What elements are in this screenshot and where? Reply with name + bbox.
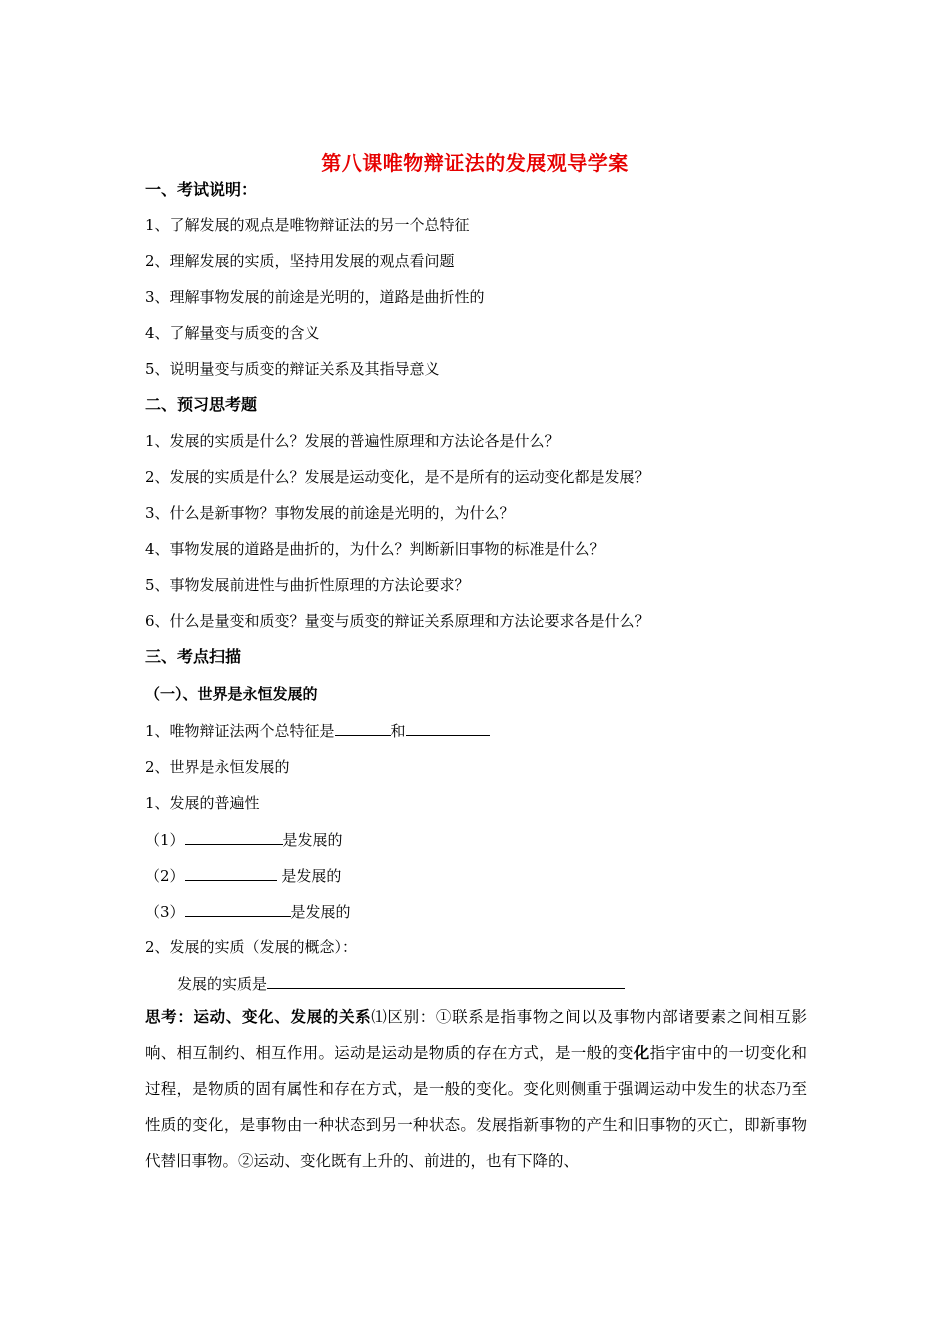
- preview-question-6: 6、什么是量变和质变？量变与质变的辩证关系原理和方法论要求各是什么？: [145, 612, 650, 630]
- fill-line-two-features: [145, 720, 490, 741]
- thinking-paragraph: [145, 999, 807, 1179]
- thinking-bold-char: 化: [633, 1044, 650, 1062]
- thinking-label: 思考：运动、变化、发展的关系: [145, 1008, 372, 1026]
- section-heading-exam-notes: 一、考试说明：: [145, 180, 258, 199]
- exam-note-2: 2、理解发展的实质，坚持用发展的观点看问题: [145, 252, 455, 270]
- item-number: （2）: [145, 867, 185, 885]
- section-heading-key-points: 三、考点扫描: [145, 647, 242, 666]
- answer-blank[interactable]: [185, 829, 283, 845]
- item-suffix: 是发展的: [276, 867, 342, 885]
- exam-note-4: 4、了解量变与质变的含义: [145, 324, 320, 342]
- exam-note-3: 3、理解事物发展的前途是光明的，道路是曲折性的: [145, 288, 485, 306]
- section-heading-preview: 二、预习思考题: [145, 395, 258, 414]
- item-suffix: 是发展的: [290, 903, 351, 921]
- fill-line-universality-2: [145, 865, 341, 886]
- text-line: 1、发展的普遍性: [145, 794, 260, 812]
- subsection-heading: （一）、世界是永恒发展的: [145, 685, 318, 703]
- preview-question-5: 5、事物发展前进性与曲折性原理的方法论要求？: [145, 576, 470, 594]
- fill-line-universality-3: [145, 901, 351, 922]
- fill-line-prefix: 发展的实质是: [177, 975, 268, 993]
- answer-blank[interactable]: [267, 973, 625, 989]
- preview-question-2: 2、发展的实质是什么？发展是运动变化，是不是所有的运动变化都是发展？: [145, 468, 650, 486]
- preview-question-1: 1、发展的实质是什么？发展的普遍性原理和方法论各是什么？: [145, 432, 560, 450]
- thinking-text-part2: 指宇宙中的一切变化和过程，是物质的固有属性和存在方式，是一般的变化。变化则侧重于强调运动中发生的状态乃至性质的变化，是事物由一种状态到另一种状态。发展指新事物的产生和旧事物的灭亡，即新事物代替旧事物。②运动、变化既有上升的、前进的，也有下降的、: [145, 1044, 807, 1170]
- item-number: （1）: [145, 831, 185, 849]
- document-title: 第八课唯物辩证法的发展观导学案: [321, 151, 629, 175]
- preview-question-4: 4、事物发展的道路是曲折的，为什么？判断新旧事物的标准是什么？: [145, 540, 605, 558]
- text-line: 2、世界是永恒发展的: [145, 758, 290, 776]
- answer-blank[interactable]: [185, 865, 277, 881]
- exam-note-5: 5、说明量变与质变的辩证关系及其指导意义: [145, 360, 440, 378]
- preview-question-3: 3、什么是新事物？事物发展的前途是光明的，为什么？: [145, 504, 515, 522]
- thinking-text-part1: ⑴区别：①联系是指事物之间以及事物内部诸要素之间相互影响、相互制约、相互作用。运动是运动是物质的存在方式，是一般的变: [145, 1008, 807, 1062]
- exam-note-1: 1、了解发展的观点是唯物辩证法的另一个总特征: [145, 216, 470, 234]
- fill-line-prefix: 1、唯物辩证法两个总特征是: [145, 722, 335, 740]
- fill-line-universality-1: [145, 829, 343, 850]
- fill-line-essence: [177, 973, 625, 994]
- answer-blank[interactable]: [335, 720, 391, 736]
- answer-blank[interactable]: [406, 720, 490, 736]
- text-line: 2、发展的实质（发展的概念）：: [145, 938, 358, 956]
- answer-blank[interactable]: [185, 901, 291, 917]
- item-suffix: 是发展的: [282, 831, 343, 849]
- fill-line-connector: 和: [390, 722, 406, 740]
- item-number: （3）: [145, 903, 185, 921]
